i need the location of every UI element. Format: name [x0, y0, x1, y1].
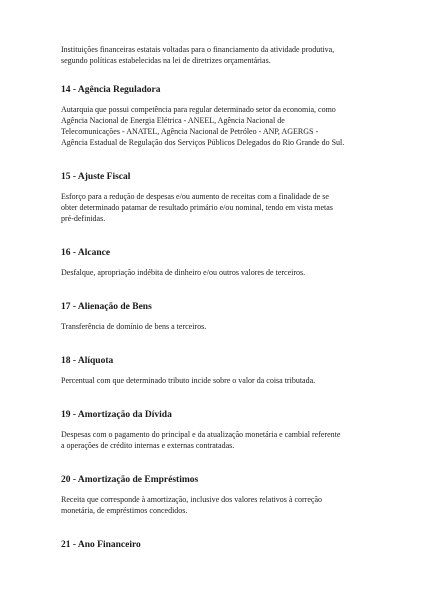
- entry-title: 18 - Alíquota: [61, 356, 114, 366]
- glossary-entry: [61, 474, 361, 516]
- entry-line: Telecomunicações - ANATEL, Agência Nacional de Petróleo - ANP, AGERGS -: [61, 127, 319, 136]
- entry-line: monetária, de empréstimos concedidos.: [61, 506, 188, 515]
- entry-body: [61, 494, 361, 516]
- entry-line: Esforço para a redução de despesas e/ou aumento de receitas com a finalidade de se: [61, 192, 329, 201]
- entry-body: [61, 429, 361, 451]
- entry-line: obter determinado patamar de resultado primário e/ou nominal, tendo em vista metas: [61, 203, 333, 212]
- glossary-entry: [61, 171, 361, 224]
- entry-line: Desfalque, apropriação indébita de dinheiro e/ou outros valores de terceiros.: [61, 268, 306, 277]
- entry-title: 15 - Ajuste Fiscal: [61, 172, 131, 182]
- entry-body: [61, 267, 361, 278]
- intro-line: segundo políticas estabelecidas na lei de diretrizes orçamentárias.: [61, 56, 271, 65]
- entry-line: Percentual com que determinado tributo incide sobre o valor da coisa tributada.: [61, 376, 316, 385]
- entry-body: [61, 104, 361, 148]
- entry-body: [61, 191, 361, 224]
- entry-line: Receita que corresponde à amortização, inclusive dos valores relativos à correção: [61, 495, 322, 504]
- glossary-entry: [61, 247, 361, 278]
- entry-line: Agência Estadual de Regulação dos Serviços Públicos Delegados do Rio Grande do Sul.: [61, 138, 345, 147]
- entry-body: [61, 321, 361, 332]
- entry-body: [61, 375, 361, 386]
- entry-line: Agência Nacional de Energia Elétrica - ANEEL, Agência Nacional de: [61, 116, 285, 125]
- entry-title: 20 - Amortização de Empréstimos: [61, 475, 199, 485]
- entry-title: 19 - Amortização da Dívida: [61, 410, 172, 420]
- entry-line: Autarquia que possui competência para regular determinado setor da economia, como: [61, 105, 336, 114]
- entry-title: 21 - Ano Financeiro: [61, 540, 141, 550]
- glossary-entry: [61, 355, 361, 386]
- entry-line: a operações de crédito internas e externas contratadas.: [61, 441, 235, 450]
- entry-line: Despesas com o pagamento do principal e da atualização monetária e cambial referente: [61, 430, 341, 439]
- glossary-entry: [61, 539, 361, 551]
- glossary-entry: [61, 301, 361, 332]
- document-page: [61, 44, 361, 559]
- glossary-entry: [61, 84, 361, 148]
- entry-title: 14 - Agência Reguladora: [61, 85, 161, 95]
- entry-line: pré-definidas.: [61, 214, 106, 223]
- entry-title: 17 - Alienação de Bens: [61, 302, 152, 312]
- entry-line: Transferência de domínio de bens a terceiros.: [61, 322, 207, 331]
- entry-title: 16 - Alcance: [61, 248, 111, 258]
- intro-line: Instituições financeiras estatais voltadas para o financiamento da atividade produtiva,: [61, 45, 335, 54]
- glossary-entry: [61, 409, 361, 451]
- intro-paragraph: [61, 44, 361, 66]
